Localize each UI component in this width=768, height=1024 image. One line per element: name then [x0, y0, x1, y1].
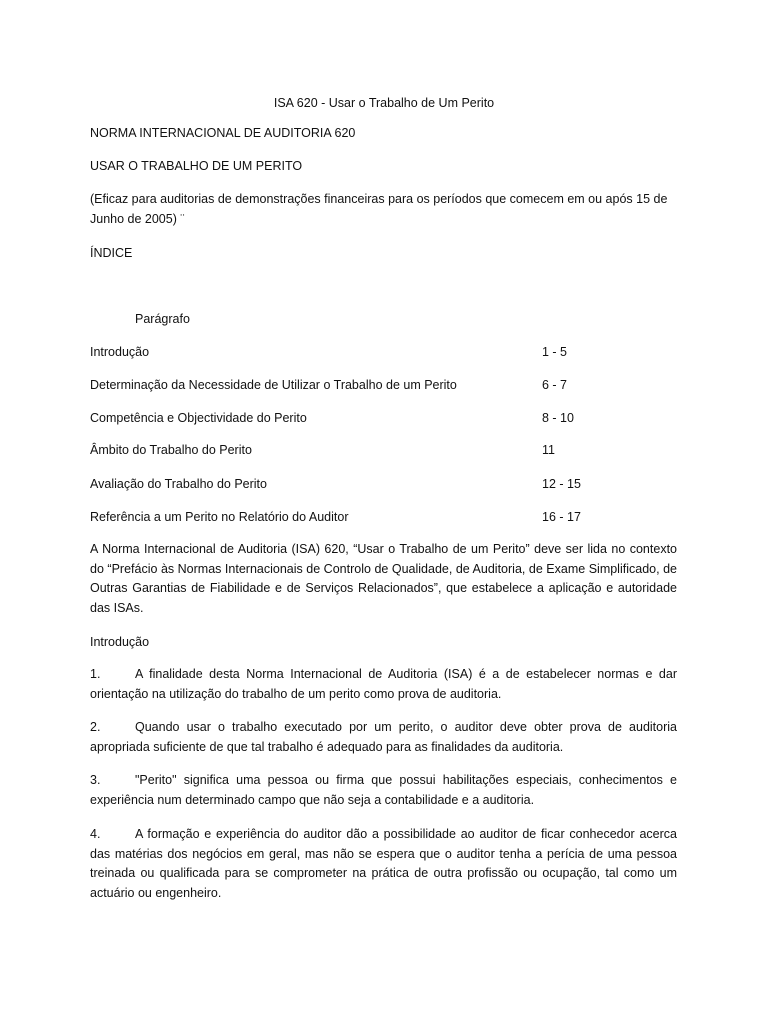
paragraph-text: "Perito" significa uma pessoa ou firma que possui habilitações especiais, conhecimentos e experiência num determinado campo que não seja a contabilidade e a auditoria.: [90, 773, 677, 807]
numbered-paragraph: [90, 825, 677, 903]
standard-subheading: USAR O TRABALHO DE UM PERITO: [90, 159, 303, 173]
index-row-paragraphs: 11: [542, 443, 555, 457]
section-heading-introduction: Introdução: [90, 635, 150, 649]
effective-date-note: (Eficaz para auditorias de demonstrações financeiras para os períodos que comecem em ou após 15 de Junho de 2005) ¨: [90, 192, 668, 226]
index-row: [90, 474, 690, 494]
numbered-paragraph: [90, 718, 677, 757]
document-title: ISA 620 - Usar o Trabalho de Um Perito: [273, 96, 495, 110]
index-row-paragraphs: 6 - 7: [542, 378, 568, 392]
paragraph-number: 4.: [90, 827, 101, 841]
index-row: [90, 507, 690, 527]
index-row-label: Referência a um Perito no Relatório do Auditor: [90, 510, 349, 524]
paragraph-text: A formação e experiência do auditor dão a possibilidade ao auditor de ficar conhecedor acerca das matérias dos negócios em geral, mas não se espera que o auditor tenha a perícia de uma pessoa treinada ou qualificada para se comprometer na prática de outra profissão ou ocupação, tal como um actuário ou engenheiro.: [90, 827, 677, 900]
index-row: [90, 440, 690, 460]
index-row-paragraphs: 16 - 17: [542, 510, 581, 524]
paragraph-text: A finalidade desta Norma Internacional de Auditoria (ISA) é a de estabelecer normas e dar orientação na utilização do trabalho de um perito como prova de auditoria.: [90, 667, 677, 701]
paragraph-number: 1.: [90, 667, 101, 681]
standard-heading: NORMA INTERNACIONAL DE AUDITORIA 620: [90, 126, 356, 140]
index-row-paragraphs: 1 - 5: [542, 345, 568, 359]
index-row: [90, 408, 690, 428]
paragraph-column-header: Parágrafo: [135, 312, 190, 326]
index-row-label: Âmbito do Trabalho do Perito: [90, 443, 252, 457]
index-row: [90, 375, 690, 395]
index-row-label: Avaliação do Trabalho do Perito: [90, 477, 267, 491]
paragraph-number: 3.: [90, 773, 101, 787]
index-row-paragraphs: 12 - 15: [542, 477, 581, 491]
paragraph-text: Quando usar o trabalho executado por um perito, o auditor deve obter prova de auditoria apropriada suficiente de que tal trabalho é adequado para as finalidades da auditoria.: [90, 720, 677, 754]
preface-paragraph: A Norma Internacional de Auditoria (ISA) 620, “Usar o Trabalho de um Perito” deve ser lida no contexto do “Prefácio às Normas Internacionais de Controlo de Qualidade, de Auditoria, de Exame Simplificado, de Outras Garantias de Fiabilidade e de Serviços Relacionados”, que estabelece a aplicação e autoridade das ISAs.: [90, 542, 677, 615]
index-row: [90, 342, 690, 362]
numbered-paragraph: [90, 771, 677, 810]
index-row-paragraphs: 8 - 10: [542, 411, 574, 425]
numbered-paragraph: [90, 665, 677, 704]
index-row-label: Introdução: [90, 345, 150, 359]
paragraph-number: 2.: [90, 720, 101, 734]
index-heading: ÍNDICE: [90, 246, 133, 260]
index-row-label: Competência e Objectividade do Perito: [90, 411, 307, 425]
index-row-label: Determinação da Necessidade de Utilizar o Trabalho de um Perito: [90, 378, 457, 392]
